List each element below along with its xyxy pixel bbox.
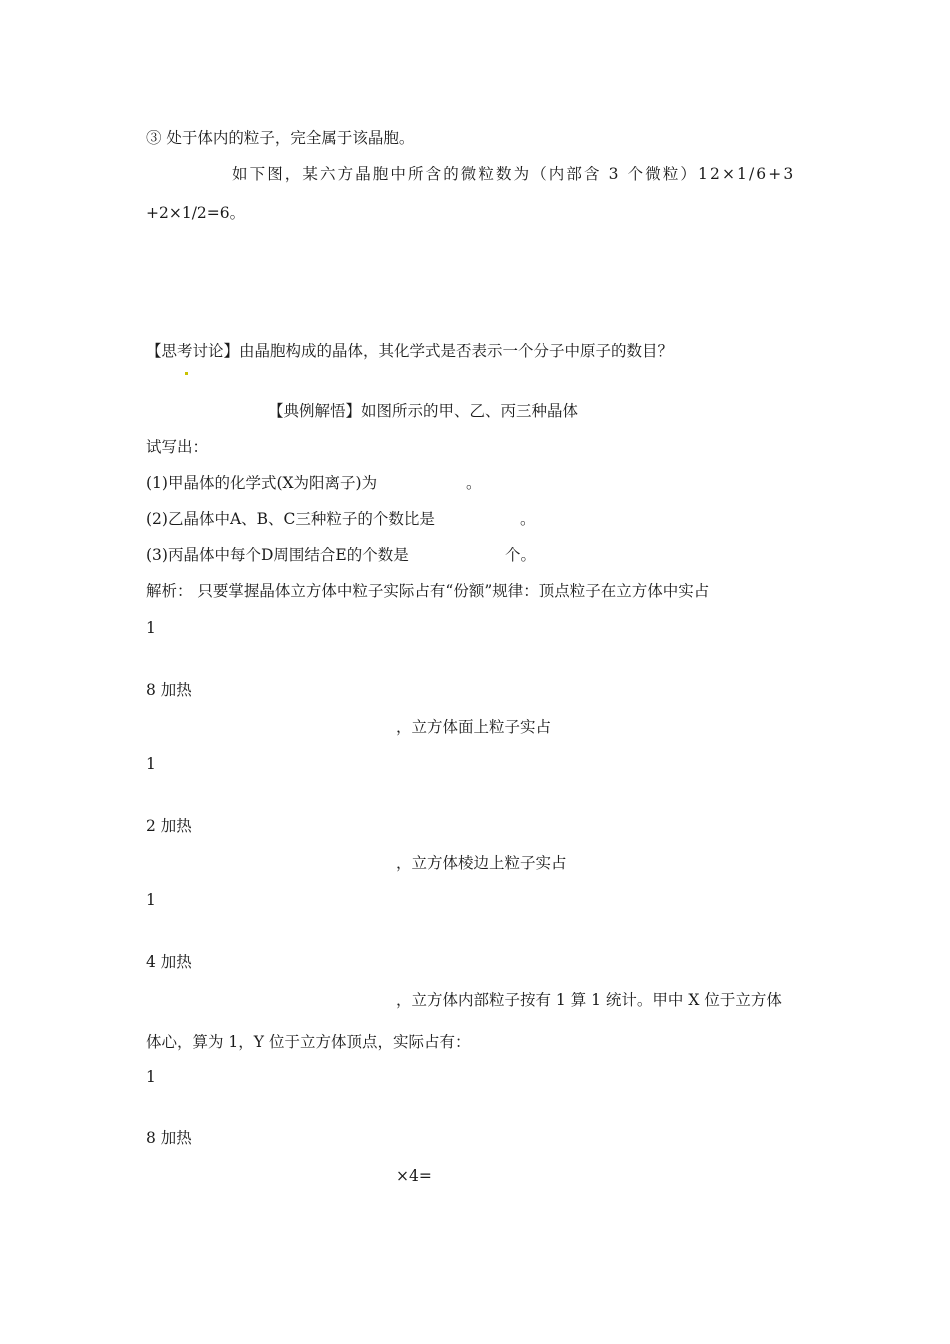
fraction-denominator: 4 加热 xyxy=(146,953,192,971)
question-1: (1)甲晶体的化学式(X为阳离子)为 xyxy=(146,474,378,492)
fraction-denominator: 2 加热 xyxy=(146,817,192,835)
analysis-body-center-line: 体心，算为 1，Y 位于立方体顶点，实际占有： xyxy=(146,1033,471,1051)
fraction-numerator: 1 xyxy=(146,755,156,773)
example-heading: 【典例解悟】如图所示的甲、乙、丙三种晶体 xyxy=(268,402,579,420)
fraction-denominator: 8 加热 xyxy=(146,1129,192,1147)
analysis-line: 解析： 只要掌握晶体立方体中粒子实际占有“份额”规律：顶点粒子在立方体中实占 xyxy=(146,582,710,600)
fraction-denominator: 8 加热 xyxy=(146,681,192,699)
analysis-continuation-interior: ，立方体内部粒子按有 1 算 1 统计。甲中 X 位于立方体 xyxy=(396,991,782,1009)
stray-mark xyxy=(185,372,188,375)
text-line-hexagonal-result: +2×1/2=6。 xyxy=(146,204,246,222)
text-line-body-particles: ③ 处于体内的粒子，完全属于该晶胞。 xyxy=(146,129,415,147)
text-line-hexagonal-example: 如下图，某六方晶胞中所含的微粒数为（内部含 3 个微粒）12×1/6+3 xyxy=(232,165,796,183)
question-2-end: 。 xyxy=(520,510,536,528)
question-2: (2)乙晶体中A、B、C三种粒子的个数比是 xyxy=(146,510,435,528)
discussion-heading: 【思考讨论】由晶胞构成的晶体，其化学式是否表示一个分子中原子的数目？ xyxy=(146,342,674,360)
times-four-expression: ×4= xyxy=(396,1167,432,1185)
fraction-numerator: 1 xyxy=(146,891,156,909)
prompt-try-write: 试写出： xyxy=(146,438,209,456)
fraction-numerator: 1 xyxy=(146,1068,156,1086)
analysis-continuation-edge: ，立方体棱边上粒子实占 xyxy=(396,854,567,872)
question-3-end: 个。 xyxy=(505,546,537,564)
analysis-continuation-face: ，立方体面上粒子实占 xyxy=(396,718,552,736)
question-1-end: 。 xyxy=(466,474,482,492)
question-3: (3)丙晶体中每个D周围结合E的个数是 xyxy=(146,546,409,564)
fraction-numerator: 1 xyxy=(146,619,156,637)
